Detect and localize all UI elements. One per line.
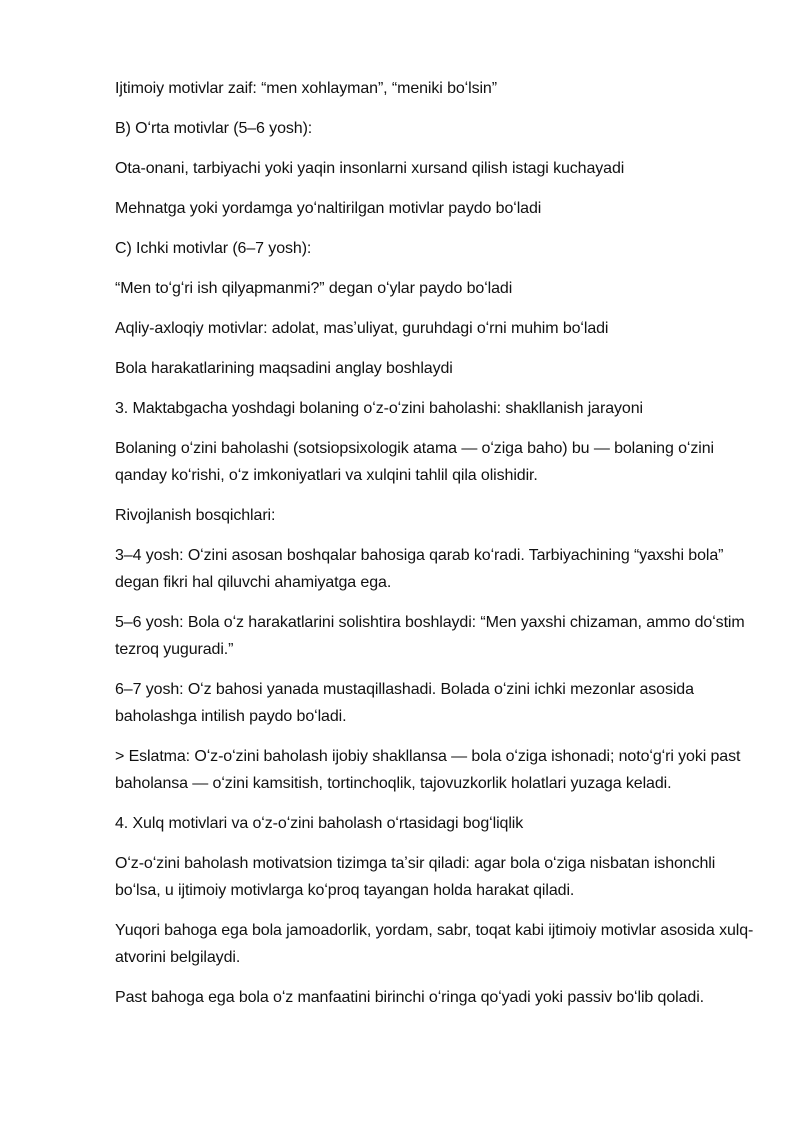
paragraph: Mehnatga yoki yordamga yoʻnaltirilgan motivlar paydo boʻladi	[115, 200, 542, 217]
note-paragraph: > Eslatma: Oʻz-oʻzini baholash ijobiy shakllansa — bola oʻziga ishonadi; notoʻgʻri yoki past baholansa — oʻzini kamsitish, tortinchoqlik, tajovuzkorlik holatlari yuzaga keladi.	[115, 748, 741, 792]
paragraph: Bola harakatlarining maqsadini anglay boshlaydi	[115, 360, 453, 377]
paragraph: Past bahoga ega bola oʻz manfaatini birinchi oʻringa qoʻyadi yoki passiv boʻlib qoladi.	[115, 989, 705, 1006]
section-heading: Rivojlanish bosqichlari:	[115, 507, 276, 524]
section-heading: B) Oʻrta motivlar (5–6 yosh):	[115, 120, 313, 137]
list-item: 5–6 yosh: Bola oʻz harakatlarini solishtira boshlaydi: “Men yaxshi chizaman, ammo doʻstim tezroq yuguradi.”	[115, 614, 745, 658]
section-heading: 4. Xulq motivlari va oʻz-oʻzini baholash oʻrtasidagi bogʻliqlik	[115, 815, 524, 832]
paragraph: Ota-onani, tarbiyachi yoki yaqin insonlarni xursand qilish istagi kuchayadi	[115, 160, 625, 177]
paragraph: Ijtimoiy motivlar zaif: “men xohlayman”, “meniki boʻlsin”	[115, 80, 497, 97]
list-item: 6–7 yosh: Oʻz bahosi yanada mustaqillashadi. Bolada oʻzini ichki mezonlar asosida baholashga intilish paydo boʻladi.	[115, 681, 694, 725]
paragraph: Yuqori bahoga ega bola jamoadorlik, yordam, sabr, toqat kabi ijtimoiy motivlar asosida xulq-atvorini belgilaydi.	[115, 922, 754, 966]
paragraph: “Men toʻgʻri ish qilyapmanmi?” degan oʻylar paydo boʻladi	[115, 280, 513, 297]
paragraph: Aqliy-axloqiy motivlar: adolat, masʼuliyat, guruhdagi oʻrni muhim boʻladi	[115, 320, 609, 337]
paragraph: Bolaning oʻzini baholashi (sotsiopsixologik atama — oʻziga baho) bu — bolaning oʻzini qanday koʻrishi, oʻz imkoniyatlari va xulqini tahlil qila olishidir.	[115, 440, 714, 484]
section-heading: C) Ichki motivlar (6–7 yosh):	[115, 240, 312, 257]
paragraph: Oʻz-oʻzini baholash motivatsion tizimga taʼsir qiladi: agar bola oʻziga nisbatan ishonchli boʻlsa, u ijtimoiy motivlarga koʻproq tayangan holda harakat qiladi.	[115, 855, 716, 899]
list-item: 3–4 yosh: Oʻzini asosan boshqalar bahosiga qarab koʻradi. Tarbiyachining “yaxshi bola” degan fikri hal qiluvchi ahamiyatga ega.	[115, 547, 724, 591]
section-heading: 3. Maktabgacha yoshdagi bolaning oʻz-oʻzini baholashi: shakllanish jarayoni	[115, 400, 643, 417]
document-page	[115, 75, 755, 1024]
